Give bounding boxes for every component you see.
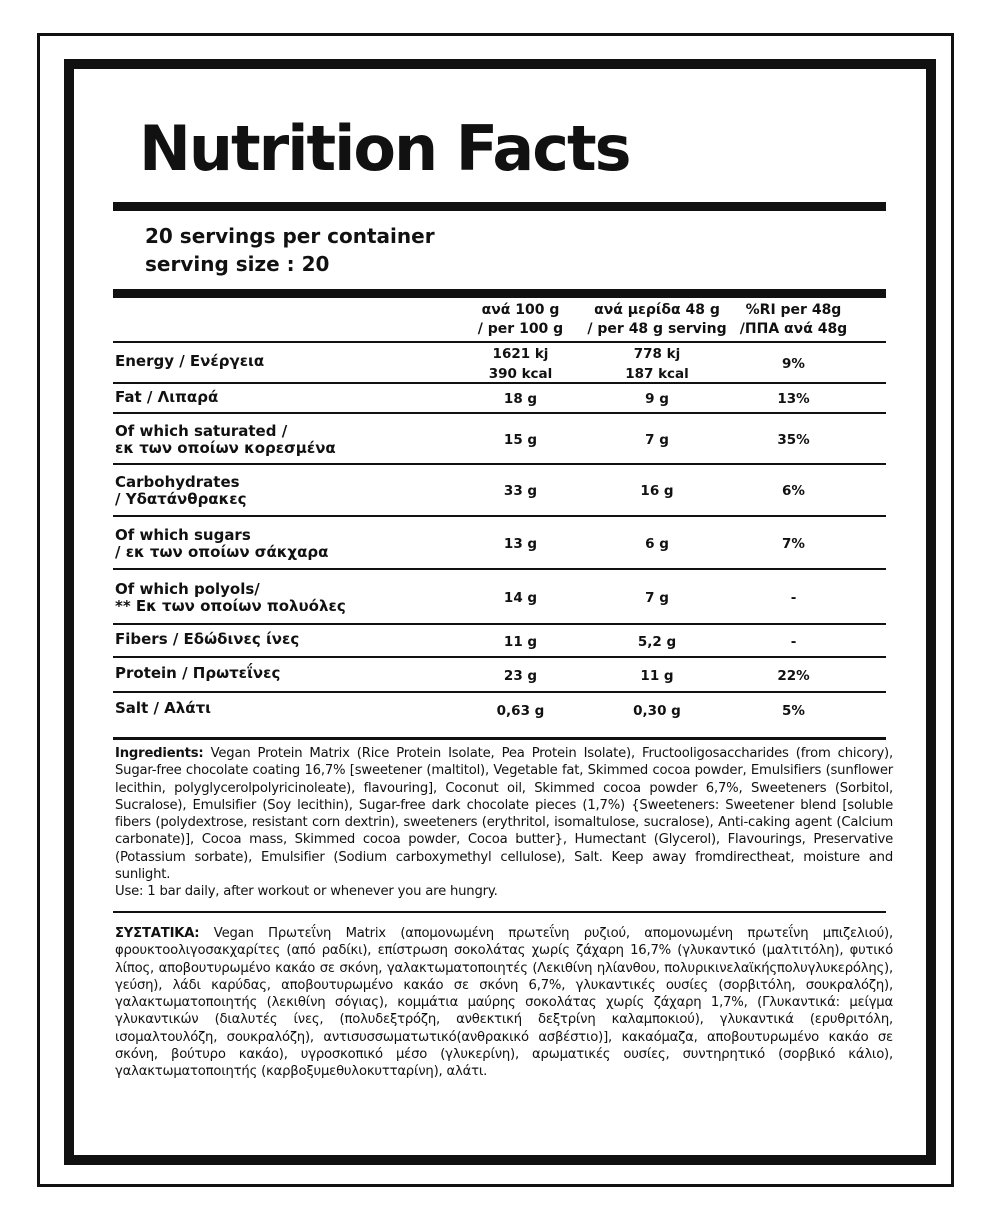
value-ri-percent: 7% bbox=[782, 535, 805, 552]
table-row bbox=[113, 465, 886, 517]
servings-block bbox=[145, 222, 435, 278]
value-ri-percent: - bbox=[790, 589, 797, 606]
column-header-per-100g: ανά 100 g / per 100 g bbox=[477, 302, 564, 337]
value-ri-percent: 13% bbox=[777, 391, 810, 407]
value-ri-percent: 22% bbox=[777, 667, 810, 684]
value-per-100g: 0,63 g bbox=[496, 702, 545, 719]
column-header-ri: %RI per 48g /ΠΠΑ ανά 48g bbox=[739, 302, 848, 337]
value-ri-percent: 5% bbox=[782, 702, 805, 719]
value-per-serving: 7 g bbox=[645, 431, 669, 448]
table-row bbox=[113, 570, 886, 625]
servings-per-container: 20 servings per container bbox=[145, 224, 435, 248]
value-per-serving: 7 g bbox=[645, 589, 669, 606]
nutrient-label: Of which sugars / εκ των οποίων σάκχαρα bbox=[115, 525, 329, 561]
nutrient-label: Salt / Αλάτι bbox=[115, 699, 211, 717]
value-ri-percent: - bbox=[790, 633, 797, 650]
value-per-serving: 778 kj 187 kcal bbox=[625, 345, 689, 382]
table-row bbox=[113, 343, 886, 384]
table-row bbox=[113, 658, 886, 693]
value-per-100g: 23 g bbox=[503, 667, 538, 684]
table-row bbox=[113, 414, 886, 465]
column-header-per-serving: ανά μερίδα 48 g / per 48 g serving bbox=[587, 302, 727, 337]
servings-divider bbox=[113, 289, 886, 298]
value-per-serving: 6 g bbox=[645, 535, 669, 552]
greek-ingredients-label: ΣΥΣΤΑΤΙΚΑ: bbox=[115, 926, 200, 941]
value-per-100g: 18 g bbox=[503, 391, 538, 407]
value-per-serving: 5,2 g bbox=[637, 633, 677, 650]
table-row bbox=[113, 625, 886, 658]
value-per-100g: 14 g bbox=[503, 589, 538, 606]
greek-ingredients-text: Vegan Πρωτεΐνη Matrix (απομονωμένη πρωτεΐνη ρυζιού, απομονωμένη πρωτεΐνη μπιζελιού), φρουκτοολιγοσακχαρίτες (από ραδίκι), επίστρωση σοκολάτας χωρίς ζάχαρη 16,7% (γλυκαντικό (μαλτιτόλη), φυτικό λίπος, αποβουτυρωμένο κακάο σε σκόνη, γαλακτωματοποιητές (Λεκιθίνη ηλίανθου, πολυρικινελαϊκήςπολυγλυκερόλης), γεύση), λάδι καρύδας, αποβουτυρωμένο κακάο σε σκόνη 6,7%, γλυκαντικές ουσίες (σορβιτόλη, σουκραλόζη), γαλακτωματοποιητής (λεκιθίνη σόγιας), κομμάτια μαύρης σοκολάτας χωρίς ζάχαρη 1,7%, (Γλυκαντικά: μείγμα γλυκαντικών (διαλυτές ίνες, (πολυδεξτρόζη, ανθεκτική δεξτρίνη καλαμποκιού), γλυκαντικά (ερυθριτόλη, ισομαλτουλόζη, σουκραλόζη), αντισυσσωματωτικό(ανθρακικό ασβέστιο)], κακαόμαζα, αποβουτυρωμένο κακάο σε σκόνη, βούτυρο κακάο), υγροσκοπικό μέσο (γλυκερίνη), αρωματικές ουσίες, συντηρητικό (σορβικό κάλιο), γαλακτωματοποιητής (καρβοξυμεθυλοκυτταρίνη), αλάτι. bbox=[115, 926, 893, 1080]
ingredients-label: Ingredients: bbox=[115, 746, 204, 761]
value-ri-percent: 35% bbox=[777, 431, 810, 448]
nutrient-label: Energy / Ενέργεια bbox=[115, 352, 265, 370]
value-ri-percent: 9% bbox=[782, 355, 805, 372]
value-per-serving: 0,30 g bbox=[633, 702, 681, 719]
nutrient-label: Fat / Λιπαρά bbox=[115, 387, 219, 406]
value-per-100g: 13 g bbox=[503, 535, 538, 552]
value-ri-percent: 6% bbox=[782, 483, 805, 499]
value-per-100g: 15 g bbox=[503, 431, 538, 448]
value-per-serving: 11 g bbox=[640, 667, 674, 684]
value-per-100g: 11 g bbox=[503, 633, 538, 650]
value-per-100g: 33 g bbox=[503, 483, 538, 499]
value-per-100g: 1621 kj 390 kcal bbox=[488, 345, 553, 382]
page-title: Nutrition Facts bbox=[139, 112, 630, 185]
ingredients-english bbox=[115, 745, 893, 901]
title-divider bbox=[113, 202, 886, 211]
value-per-serving: 9 g bbox=[645, 391, 669, 407]
nutrient-label: Fibers / Εδώδινες ίνες bbox=[115, 630, 300, 648]
table-row bbox=[113, 693, 886, 728]
ingredients-greek bbox=[115, 925, 893, 1081]
nutrient-label: Of which polyols/ ** Εκ των οποίων πολυόλες bbox=[115, 579, 346, 615]
value-per-serving: 16 g bbox=[640, 483, 674, 499]
table-bottom-divider bbox=[113, 737, 886, 740]
nutrient-label: Protein / Πρωτεΐνες bbox=[115, 664, 281, 682]
ingredients-text: Vegan Protein Matrix (Rice Protein Isolate, Pea Protein Isolate), Fructooligosaccharides (from chicory), Sugar-free chocolate coating 16,7% [sweetener (maltitol), Vegetable fat, Skimmed cocoa powder, Emulsifiers (sunflower lecithin, polyglycerolpolyricinoleate), flavouring], Coconut oil, Skimmed cocoa powder 6,7%, Sweeteners (Sorbitol, Sucralose), Emulsifier (Soy lecithin), Sugar-free dark chocolate pieces (1,7%) {Sweeteners: Sweetener blend [soluble fibers (polydextrose, resistant corn dextrin), sweeteners (erythritol, isomaltulose, sucralose), Anti-caking agent (Calcium carbonate)], Cocoa mass, Skimmed cocoa powder, Cocoa butter}, Humectant (Glycerol), Flavourings, Preservative (Potassium sorbate), Emulsifier (Sodium carboxymethyl cellulose), Salt. Keep away fromdirectheat, moisture and sunlight. bbox=[115, 746, 893, 883]
usage-text: Use: 1 bar daily, after workout or whenever you are hungry. bbox=[115, 884, 498, 900]
table-row bbox=[113, 517, 886, 570]
serving-size: serving size : 20 bbox=[145, 252, 330, 276]
nutrient-label: Carbohydrates / Υδατάνθρακες bbox=[115, 473, 247, 508]
ingredients-divider bbox=[113, 911, 886, 913]
table-row bbox=[113, 384, 886, 414]
nutrient-label: Of which saturated / εκ των οποίων κορεσμένα bbox=[115, 421, 336, 457]
